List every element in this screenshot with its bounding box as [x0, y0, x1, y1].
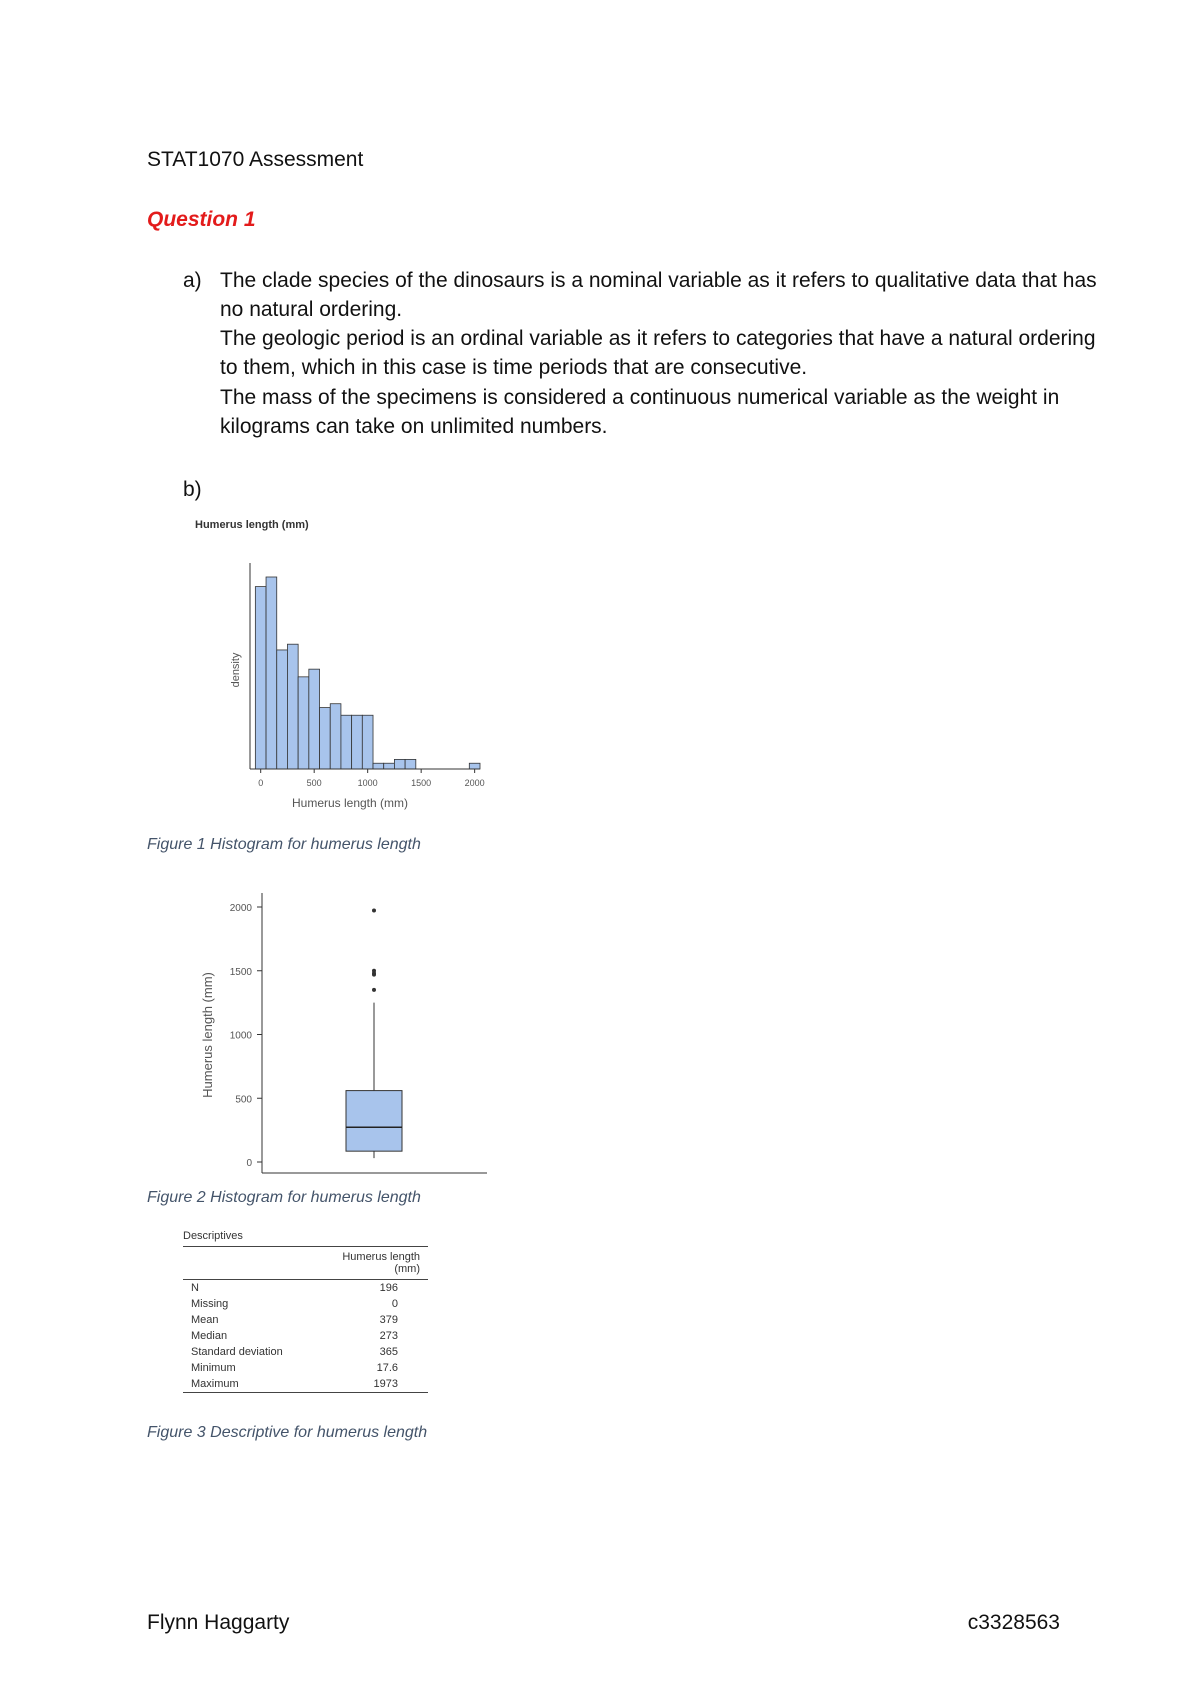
- histogram-bar: [405, 759, 416, 769]
- descriptives-table-container: [183, 1230, 428, 1393]
- descriptives-row: [183, 1360, 428, 1376]
- histogram-bar: [287, 644, 298, 769]
- histogram-x-tick-label: 1000: [357, 778, 378, 788]
- figure-1-caption: Figure 1 Histogram for humerus length: [147, 836, 421, 853]
- histogram-bar: [373, 763, 384, 769]
- descriptives-row: [183, 1376, 428, 1393]
- boxplot-y-tick-label: 500: [235, 1094, 252, 1106]
- histogram-y-label: density: [230, 652, 242, 688]
- descriptives-row-label: Mean: [191, 1314, 219, 1326]
- part-a-paragraph-2: The geologic period is an ordinal variable as it refers to categories that have a natural ordering to them, which in this case is time periods that are consecutive.: [220, 327, 1096, 379]
- descriptives-row-label: Missing: [191, 1298, 229, 1310]
- descriptives-row-label: Standard deviation: [191, 1346, 283, 1358]
- descriptives-row-value: 1973: [373, 1378, 398, 1390]
- histogram-x-tick-label: 1500: [411, 778, 432, 788]
- histogram-bar: [330, 704, 341, 769]
- descriptives-row-value: 273: [379, 1330, 398, 1342]
- document-title: STAT1070 Assessment: [147, 148, 364, 171]
- histogram-bar: [309, 669, 320, 769]
- descriptives-title: Descriptives: [183, 1230, 243, 1242]
- part-a-paragraph-3: The mass of the specimens is considered a continuous numerical variable as the weight in kilograms can take on unlimited numbers.: [220, 386, 1060, 438]
- descriptives-row: [183, 1344, 428, 1360]
- descriptives-row-value: 0: [391, 1298, 398, 1310]
- boxplot-y-tick-label: 1500: [229, 966, 252, 978]
- histogram-bar: [277, 650, 288, 769]
- descriptives-row-label: N: [191, 1282, 199, 1294]
- histogram-x-tick-label: 2000: [464, 778, 485, 788]
- histogram-x-label: Humerus length (mm): [291, 796, 409, 810]
- question-heading: Question 1: [147, 208, 256, 231]
- histogram-bar: [320, 708, 331, 769]
- part-b-label: b): [183, 478, 202, 501]
- descriptives-row-label: Median: [191, 1330, 228, 1342]
- boxplot-y-tick-label: 2000: [229, 903, 252, 914]
- histogram-bar: [298, 677, 309, 769]
- descriptives-row: [183, 1280, 428, 1297]
- descriptives-row: [183, 1296, 428, 1312]
- histogram-bar: [384, 763, 395, 769]
- histogram-bar: [266, 577, 277, 769]
- descriptives-row-label: Maximum: [191, 1378, 239, 1390]
- histogram-x-tick-label: 0: [258, 778, 264, 788]
- descriptives-row: [183, 1328, 428, 1344]
- descriptives-row-value: 196: [379, 1282, 398, 1294]
- boxplot-box: [346, 1091, 402, 1152]
- footer-student-id: c3328563: [967, 1611, 1060, 1634]
- boxplot-y-tick-label: 1000: [229, 1030, 252, 1042]
- figure-2-caption: Figure 2 Histogram for humerus length: [147, 1189, 421, 1206]
- boxplot-y-label: Humerus length (mm): [200, 972, 215, 1098]
- boxplot-outlier: [372, 988, 376, 992]
- histogram-bar: [469, 763, 480, 769]
- part-a-label: a): [183, 269, 202, 292]
- histogram-bar: [362, 715, 373, 769]
- boxplot-outlier: [372, 908, 376, 912]
- histogram-title: Humerus length (mm): [195, 519, 309, 531]
- descriptives-row-label: Minimum: [191, 1362, 236, 1374]
- histogram-x-tick-label: 500: [306, 778, 322, 788]
- figure-3-caption: Figure 3 Descriptive for humerus length: [147, 1424, 428, 1441]
- descriptives-table: [183, 1246, 428, 1393]
- histogram-bar: [394, 759, 405, 769]
- descriptives-row-value: 365: [379, 1346, 398, 1358]
- boxplot-y-tick-label: 0: [246, 1158, 252, 1169]
- histogram-chart: [180, 505, 500, 815]
- descriptives-row-value: 379: [379, 1314, 398, 1326]
- boxplot-chart: [182, 875, 492, 1180]
- histogram-bar: [352, 715, 363, 769]
- descriptives-row: [183, 1312, 428, 1328]
- descriptives-row-value: 17.6: [376, 1362, 398, 1374]
- boxplot-outlier: [372, 969, 376, 973]
- part-a-paragraph-1: The clade species of the dinosaurs is a nominal variable as it refers to qualitative data that has no natural ordering.: [220, 269, 1097, 321]
- histogram-bar: [255, 587, 266, 769]
- descriptives-column-header: Humerus length (mm): [342, 1251, 420, 1275]
- histogram-bar: [341, 715, 352, 769]
- footer-author: Flynn Haggarty: [147, 1611, 290, 1634]
